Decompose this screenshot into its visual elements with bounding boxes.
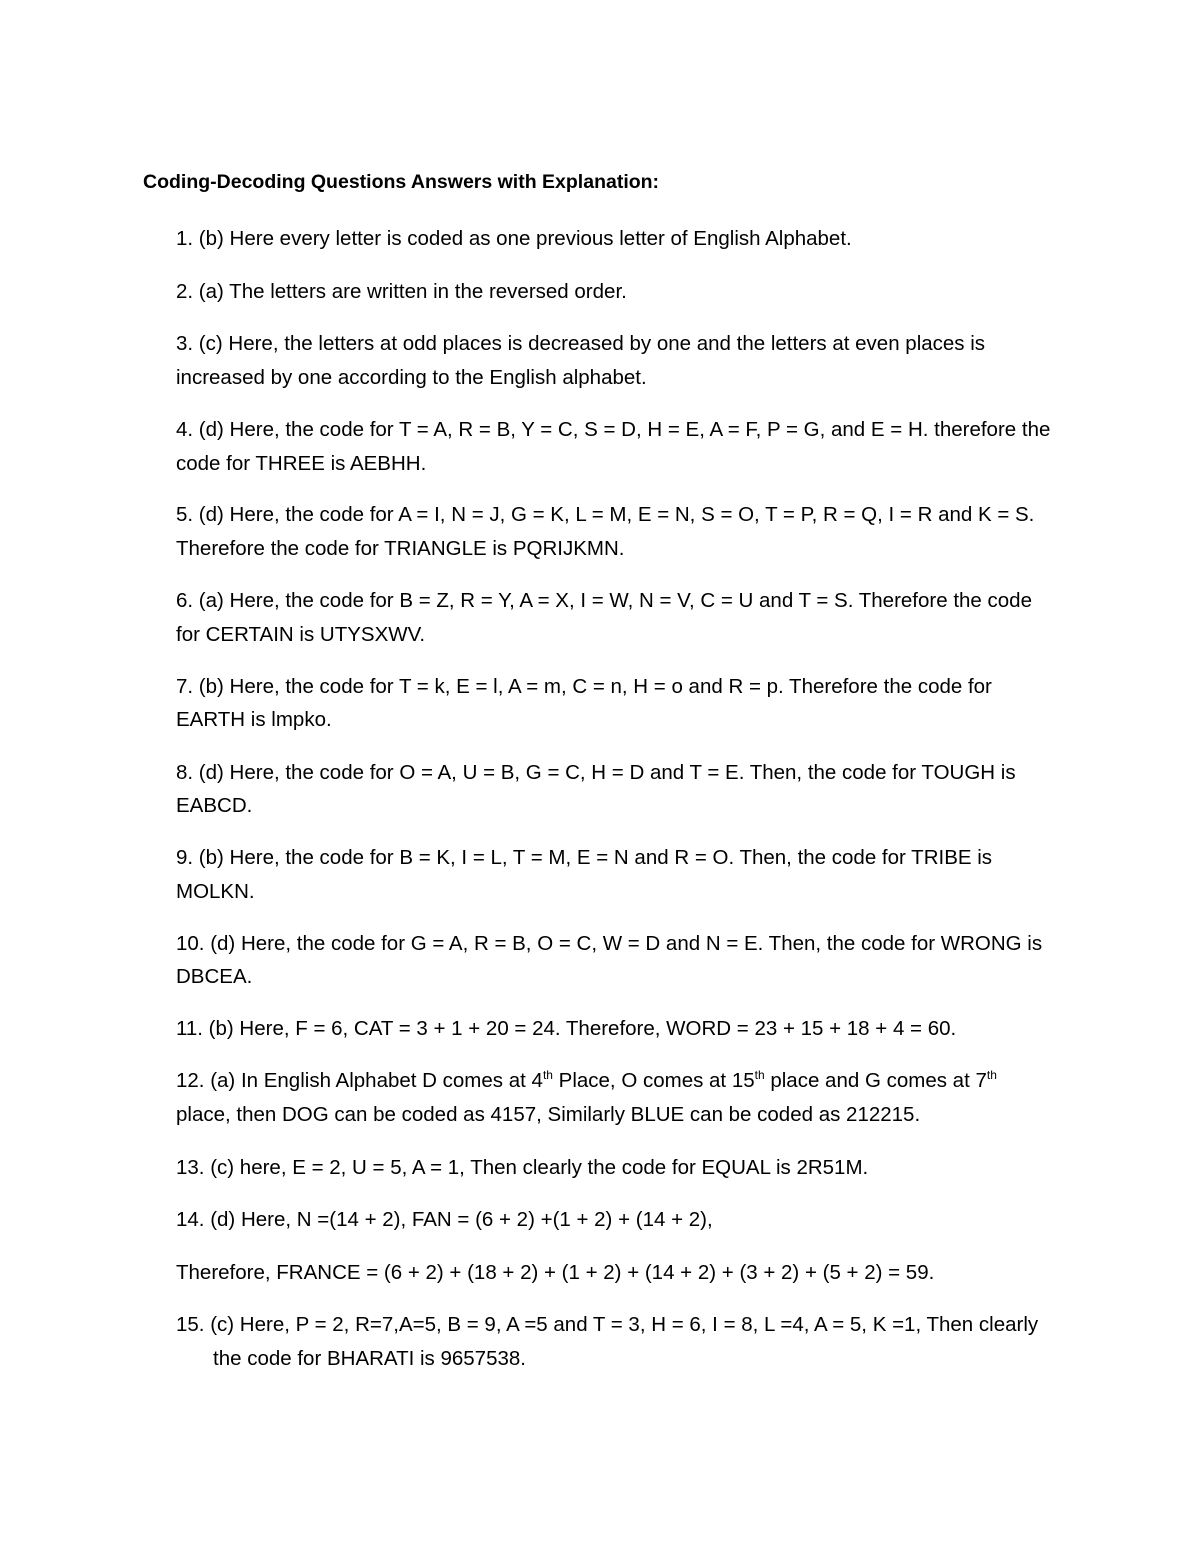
answer-5-line-2: Therefore the code for TRIANGLE is PQRIJKMN. <box>176 537 625 560</box>
answer-6-line-2: for CERTAIN is UTYSXWV. <box>176 623 426 646</box>
answer-8-line-2: EABCD. <box>176 794 253 817</box>
answer-12-superscript-2: th <box>754 1068 765 1083</box>
answer-14-line-2: Therefore, FRANCE = (6 + 2) + (18 + 2) + (1 + 2) + (14 + 2) + (3 + 2) + (5 + 2) = 59. <box>176 1261 935 1284</box>
answer-9-line-2: MOLKN. <box>176 880 255 903</box>
answer-3-line-1: 3. (c) Here, the letters at odd places is decreased by one and the letters at even places is <box>176 332 986 355</box>
answer-12-superscript-1: th <box>542 1068 553 1083</box>
answer-12-line-2: place, then DOG can be coded as 4157, Similarly BLUE can be coded as 212215. <box>176 1103 921 1126</box>
answer-6-line-1: 6. (a) Here, the code for B = Z, R = Y, A = X, I = W, N = V, C = U and T = S. Therefore the code <box>176 589 1032 612</box>
answer-11-line-1: 11. (b) Here, F = 6, CAT = 3 + 1 + 20 = 24. Therefore, WORD = 23 + 15 + 18 + 4 = 60. <box>176 1017 957 1040</box>
answer-9-line-1: 9. (b) Here, the code for B = K, I = L, T = M, E = N and R = O. Then, the code for TRIBE is <box>176 846 993 869</box>
answer-7-line-2: EARTH is lmpko. <box>176 708 332 731</box>
answer-12-text-1: 12. (a) In English Alphabet D comes at 4 <box>176 1069 543 1092</box>
answer-14-line-1: 14. (d) Here, N =(14 + 2), FAN = (6 + 2) +(1 + 2) + (14 + 2), <box>176 1208 713 1231</box>
answer-10-line-1: 10. (d) Here, the code for G = A, R = B, O = C, W = D and N = E. Then, the code for WRONG is <box>176 932 1043 955</box>
page-title: Coding-Decoding Questions Answers with Explanation: <box>143 171 660 193</box>
answer-2-line-1: 2. (a) The letters are written in the reversed order. <box>176 280 627 303</box>
answer-12-text-3: place and G comes at 7 <box>764 1069 987 1092</box>
answer-15-line-1: 15. (c) Here, P = 2, R=7,A=5, B = 9, A =5 and T = 3, H = 6, I = 8, L =4, A = 5, K =1, Then clearly <box>176 1313 1039 1336</box>
answer-4-line-2: code for THREE is AEBHH. <box>176 452 427 475</box>
answer-7-line-1: 7. (b) Here, the code for T = k, E = l, A = m, C = n, H = o and R = p. Therefore the code for <box>176 675 992 698</box>
answer-12-text-2: Place, O comes at 15 <box>552 1069 755 1092</box>
answer-12-superscript-3: th <box>986 1068 997 1083</box>
answer-8-line-1: 8. (d) Here, the code for O = A, U = B, G = C, H = D and T = E. Then, the code for TOUGH is <box>176 761 1016 784</box>
answer-13-line-1: 13. (c) here, E = 2, U = 5, A = 1, Then clearly the code for EQUAL is 2R51M. <box>176 1156 869 1179</box>
answer-15-line-2: the code for BHARATI is 9657538. <box>213 1347 526 1370</box>
answer-3-line-2: increased by one according to the English alphabet. <box>176 366 647 389</box>
answer-1-line-1: 1. (b) Here every letter is coded as one previous letter of English Alphabet. <box>176 227 852 250</box>
answer-10-line-2: DBCEA. <box>176 965 253 988</box>
answer-4-line-1: 4. (d) Here, the code for T = A, R = B, Y = C, S = D, H = E, A = F, P = G, and E = H. therefore the <box>176 418 1051 441</box>
answer-5-line-1: 5. (d) Here, the code for A = I, N = J, G = K, L = M, E = N, S = O, T = P, R = Q, I = R and K = S. <box>176 503 1035 526</box>
answer-12-line-1 <box>176 1068 997 1092</box>
